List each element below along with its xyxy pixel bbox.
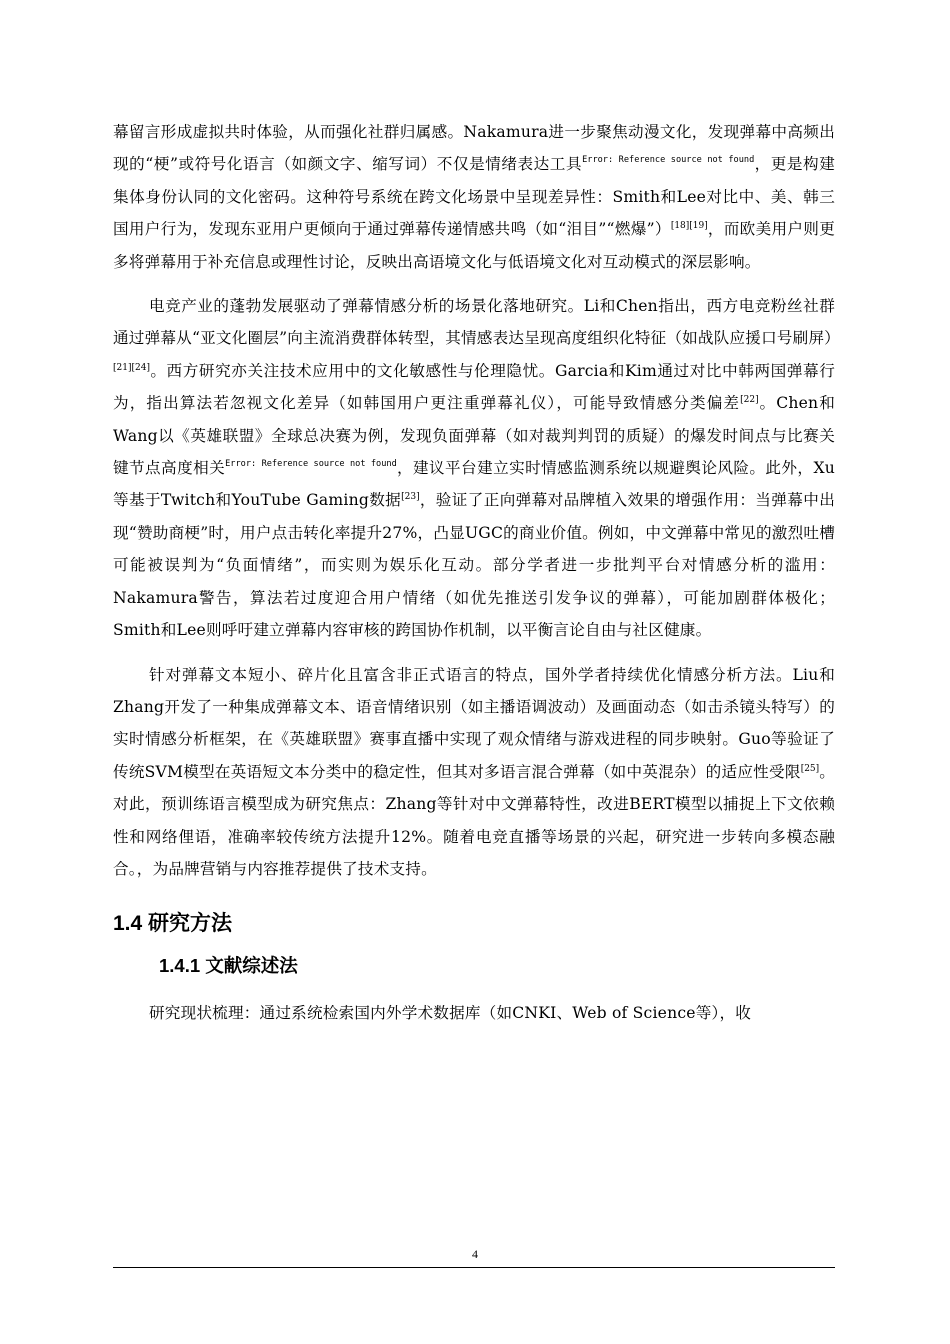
reference-error-note: Error: Reference source not found <box>225 459 397 470</box>
citation-marker: [18][19] <box>670 221 708 232</box>
paragraph-literature-review: 研究现状梳理：通过系统检索国内外学术数据库（如CNKI、Web of Science等），收 <box>149 1004 752 1023</box>
citation-marker: [22] <box>740 395 759 406</box>
citation-marker: [21][24] <box>113 362 150 373</box>
paragraph-esports <box>113 290 841 646</box>
paragraph-text: 幕留言形成虚拟共时体验，从而强化社群归属感。Nakamura进一步聚焦动漫文化，发现弹幕中高频出现的“梗”或符号化语言（如颜文字、缩写词）不仅是情绪表达工具 <box>113 123 835 174</box>
footer-divider <box>113 1267 835 1268</box>
paragraph-text: 。西方研究亦关注技术应用中的文化敏感性与伦理隐忧。Garcia和Kim通过对比中韩两国弹幕行为，指出算法若忽视文化差异（如韩国用户更注重弹幕礼仪），可能导致情感分类偏差 <box>113 361 835 413</box>
paragraph-text: ，而欧美用户则更多将弹幕用于补充信息或理性讨论，反映出高语境文化与低语境文化对互动模式的深层影响。 <box>113 220 835 271</box>
paragraph-text: 。Chen和Wang以《英雄联盟》全球总决赛为例，发现负面弹幕（如对裁判判罚的质疑）的爆发时间点与比赛关键节点高度相关 <box>113 394 835 478</box>
reference-error-note: Error: Reference source not found <box>582 155 755 166</box>
page-number: 4 <box>472 1247 478 1261</box>
paragraph-text: 针对弹幕文本短小、碎片化且富含非正式语言的特点，国外学者持续优化情感分析方法。Liu和Zhang开发了一种集成弹幕文本、语音情绪识别（如主播语调波动）及画面动态（如击杀镜头特写）的实时情感分析框架，在《英雄联盟》赛事直播中实现了观众情绪与游戏进程的同步映射。Guo等验证了传统SVM模型在英语短文本分类中的稳定性，但其对多语言混合弹幕（如中英混杂）的适应性受限 <box>113 665 835 781</box>
paragraph-text: ，建议平台建立实时情感监测系统以规避舆论风险。此外，Xu等基于Twitch和YouTube Gaming数据 <box>113 459 835 510</box>
paragraph-text: ，验证了正向弹幕对品牌植入效果的增强作用：当弹幕中出现“赞助商梗”时，用户点击转化率提升27%，凸显UGC的商业价值。例如，中文弹幕中常见的激烈吐槽可能被误判为“负面情绪”，而实则为娱乐化互动。部分学者进一步批判平台对情感分析的滥用：Nakamura警告，算法若过度迎合用户情绪（如优先推送引发争议的弹幕），可能加剧群体极化；Smith和Lee则呼吁建立弹幕内容审核的跨国协作机制，以平衡言论自由与社区健康。 <box>113 491 835 640</box>
paragraph-text: 电竞产业的蓬勃发展驱动了弹幕情感分析的场景化落地研究。Li和Chen指出，西方电竞粉丝社群通过弹幕从“亚文化圈层”向主流消费群体转型，其情感表达呈现高度组织化特征（如战队应援口号刷屏） <box>113 297 841 348</box>
paragraph-text: 。对此，预训练语言模型成为研究焦点：Zhang等针对中文弹幕特性，改进BERT模型以捕捉上下文依赖性和网络俚语，准确率较传统方法提升12%。随着电竞直播等场景的兴起，研究进一步转向多模态融合。，为品牌营销与内容推荐提供了技术支持。 <box>113 762 836 878</box>
section-heading: 1.4 研究方法 <box>113 912 233 936</box>
paragraph-text: ，更是构建集体身份认同的文化密码。这种符号系统在跨文化场景中呈现差异性：Smith和Lee对比中、美、韩三国用户行为，发现东亚用户更倾向于通过弹幕传递情感共鸣（如“泪目”“燃爆”） <box>113 155 835 239</box>
paragraph-methods-optimization <box>113 659 835 886</box>
citation-marker: [25] <box>800 763 820 774</box>
paragraph-culture-symbols <box>113 116 835 278</box>
subsection-heading: 1.4.1 文献综述法 <box>159 955 298 977</box>
page-content <box>113 116 841 1042</box>
citation-marker: [23] <box>401 492 420 503</box>
